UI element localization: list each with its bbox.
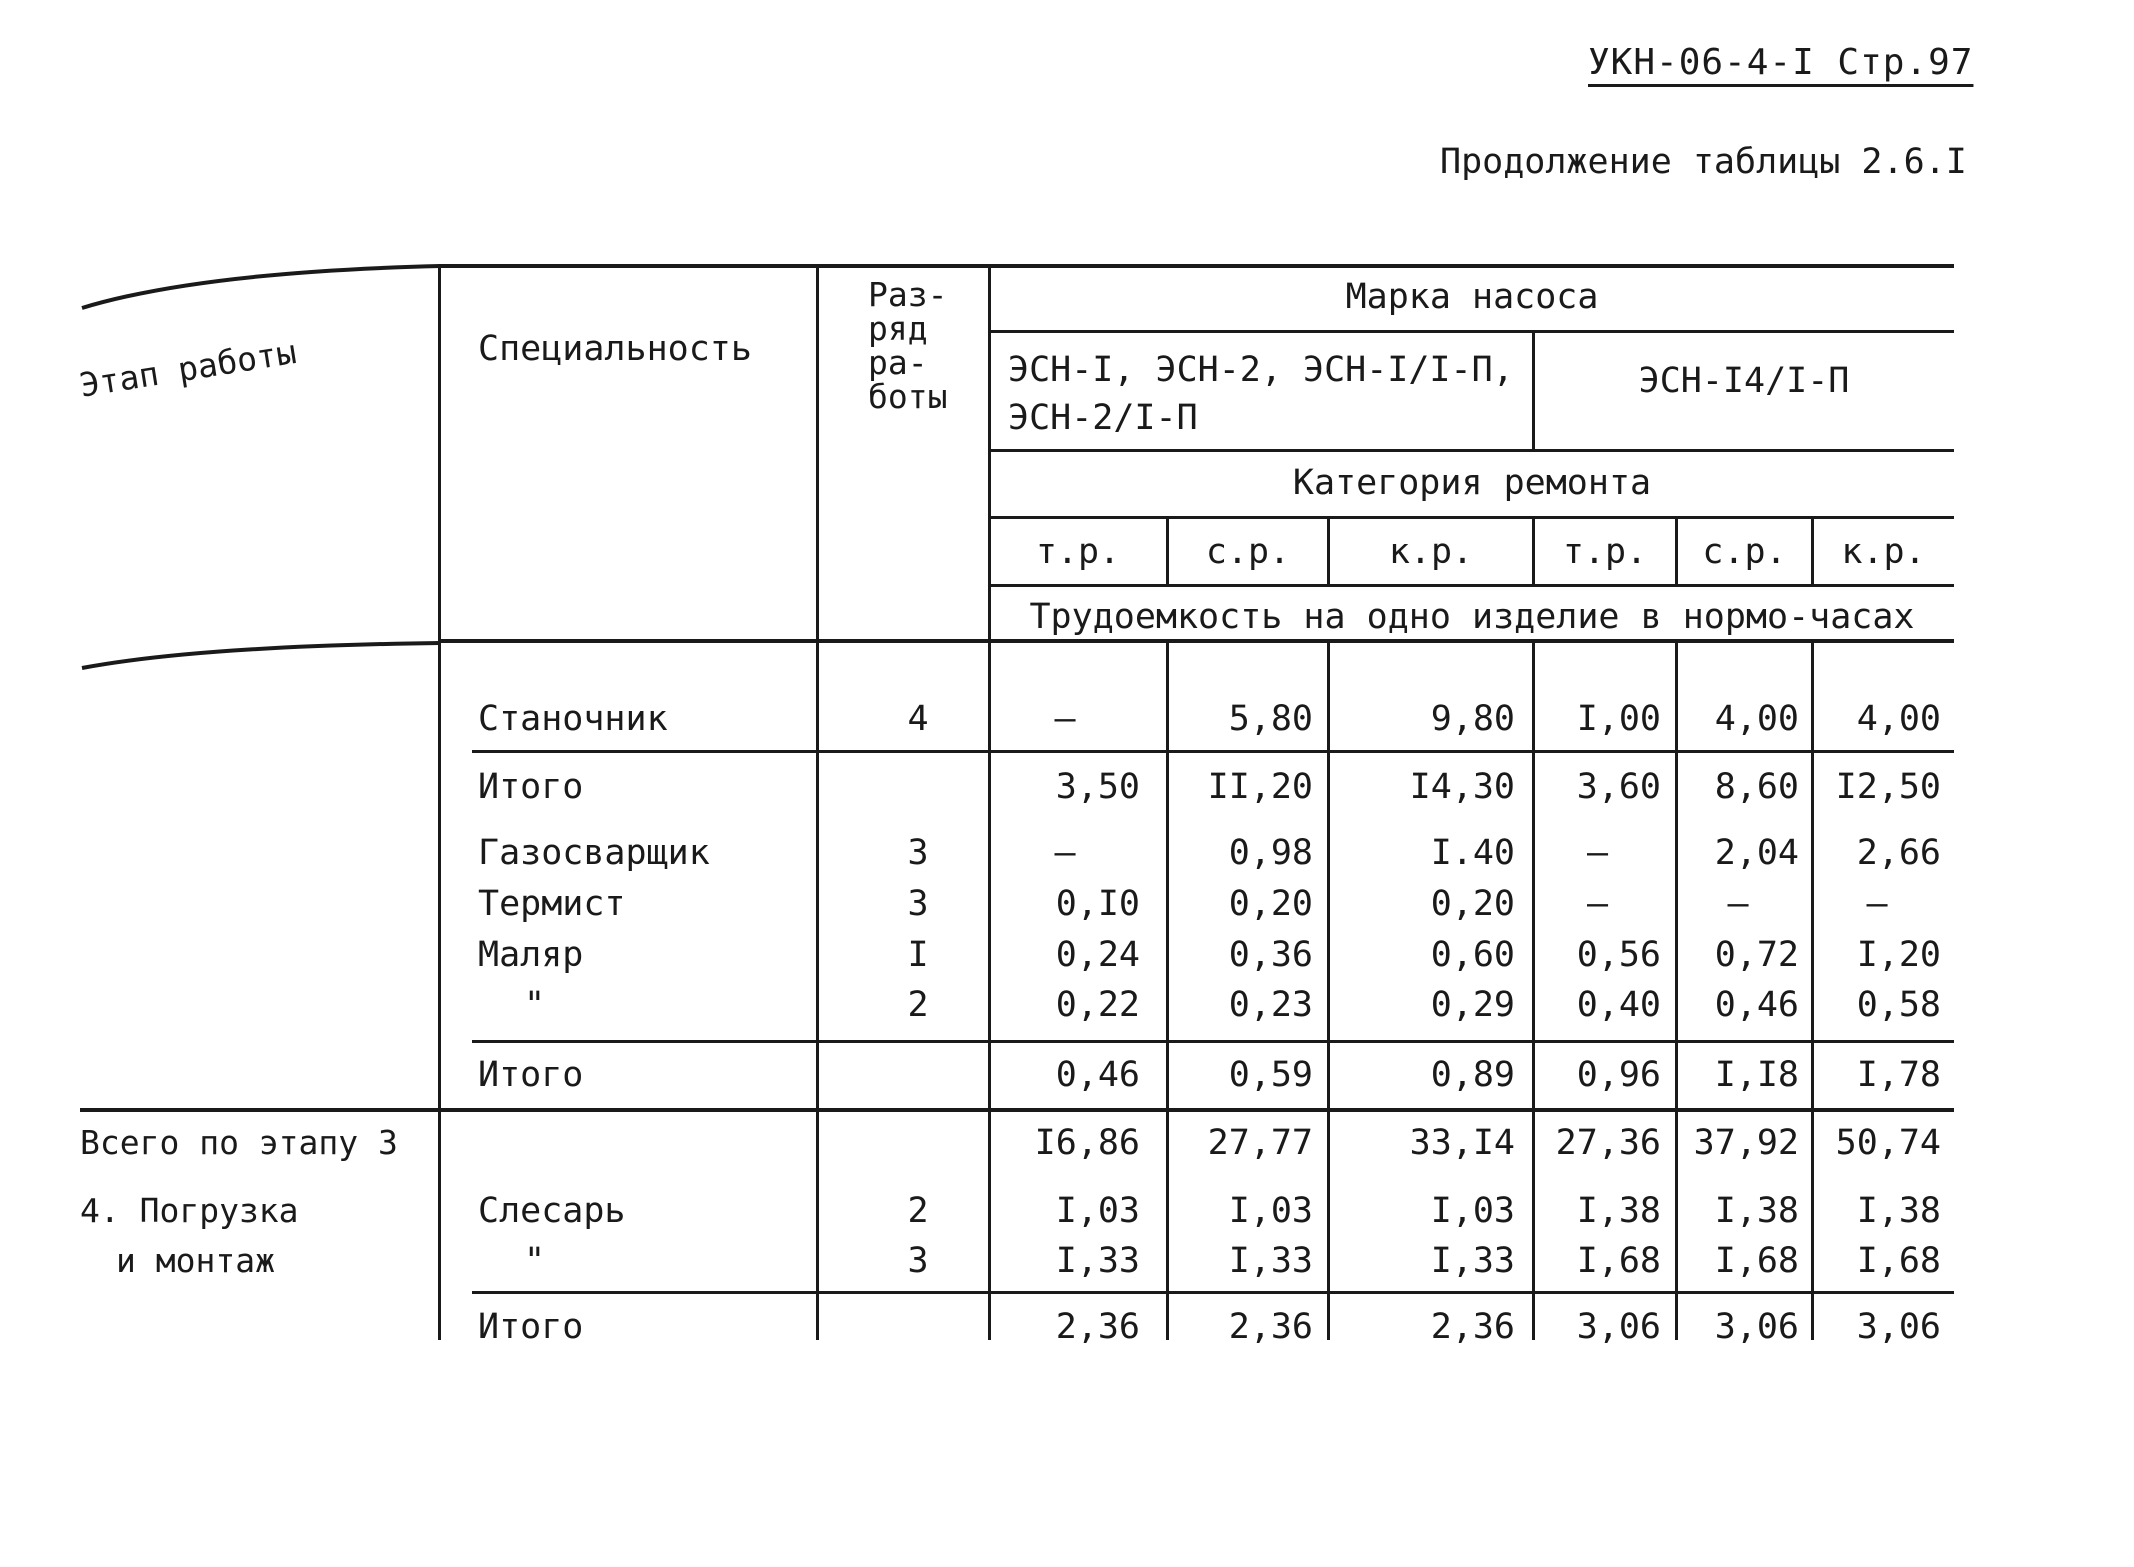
rule-row-10 — [472, 1291, 1954, 1294]
header-category-cell: к.р. — [1841, 532, 1926, 572]
row-value: 2,36 — [1228, 1307, 1313, 1347]
header-specialty: Специальность — [478, 329, 752, 369]
header-grade-line: боты — [868, 377, 948, 416]
header-category-cell: т.р. — [1562, 532, 1648, 572]
row-value: 2,36 — [1430, 1307, 1515, 1347]
row-value: 27,36 — [1555, 1123, 1661, 1163]
row-value: 0,89 — [1430, 1055, 1515, 1095]
rule-brand-groups — [990, 449, 1954, 452]
table-continuation-title: Продолжение таблицы 2.6.I — [1440, 142, 1967, 182]
row-value: 9,80 — [1430, 699, 1515, 739]
header-grade-line: ряд — [868, 309, 928, 348]
row-grade: 2 — [907, 985, 929, 1025]
row-value: 0,98 — [1228, 833, 1313, 873]
rule-brand — [990, 330, 1954, 333]
row-value: II,20 — [1207, 767, 1313, 807]
row-value: – — [1727, 884, 1749, 924]
row-value: 0,72 — [1714, 935, 1799, 975]
row-value: 0,23 — [1228, 985, 1313, 1025]
row-specialty: Итого — [478, 1307, 584, 1347]
row-specialty: Итого — [478, 1055, 584, 1095]
row-value: I,33 — [1228, 1241, 1313, 1281]
brand-group-1-line: ЭСН-I, ЭСН-2, ЭСН-I/I-П, — [1008, 350, 1514, 390]
row-value: 4,00 — [1856, 699, 1941, 739]
rule-row-1 — [472, 750, 1954, 753]
header-grade-line: ра- — [868, 343, 928, 382]
row-value: 3,06 — [1856, 1307, 1941, 1347]
header-brand-group-2: ЭСН-I4/I-П — [1638, 361, 1850, 401]
row-value: 0,I0 — [1055, 884, 1140, 924]
row-value: I,00 — [1576, 699, 1661, 739]
row-value: 3,06 — [1714, 1307, 1799, 1347]
brand-group-1-line: ЭСН-2/I-П — [1008, 398, 1198, 438]
row-specialty: Слесарь — [478, 1191, 626, 1231]
header-grade-line: Раз- — [868, 275, 948, 314]
row-specialty: Термист — [478, 884, 626, 924]
row-value: I,03 — [1055, 1191, 1140, 1231]
row-value: I,20 — [1856, 935, 1941, 975]
row-value: 0,24 — [1055, 935, 1140, 975]
row-value: 33,I4 — [1409, 1123, 1515, 1163]
rule-row-6 — [472, 1040, 1954, 1043]
row-specialty: Газосварщик — [478, 833, 710, 873]
row-grade: 4 — [907, 699, 929, 739]
row-stage: и монтаж — [116, 1241, 275, 1280]
row-value: 0,29 — [1430, 985, 1515, 1025]
header-grade — [868, 275, 948, 416]
row-value: 27,77 — [1207, 1123, 1313, 1163]
row-value: 3,06 — [1576, 1307, 1661, 1347]
row-grade: 3 — [907, 1241, 929, 1281]
row-grade: I — [907, 935, 929, 975]
row-value: – — [1054, 833, 1076, 873]
row-value: – — [1586, 833, 1609, 873]
row-value: I,33 — [1430, 1241, 1515, 1281]
row-value: I4,30 — [1409, 767, 1515, 807]
row-value: 8,60 — [1714, 767, 1799, 807]
row-value: 0,46 — [1055, 1055, 1140, 1095]
row-value: 3,60 — [1576, 767, 1661, 807]
row-value: I2,50 — [1835, 767, 1941, 807]
document-code: УКН-06-4-I Стр.97 — [1588, 42, 1974, 83]
row-value: I,78 — [1856, 1055, 1941, 1095]
row-value: 4,00 — [1714, 699, 1799, 739]
row-stage: 4. Погрузка — [80, 1191, 299, 1230]
header-category-cell: с.р. — [1702, 532, 1787, 572]
row-value: I,I8 — [1714, 1055, 1799, 1095]
row-grade: 3 — [907, 884, 929, 924]
row-stage: Всего по этапу 3 — [80, 1123, 398, 1162]
row-specialty: Станочник — [478, 699, 668, 739]
row-value: 2,04 — [1714, 833, 1799, 873]
rule-subcategories — [990, 584, 1954, 587]
row-specialty: Итого — [478, 767, 584, 807]
row-value: 0,40 — [1576, 985, 1661, 1025]
row-value: I,38 — [1576, 1191, 1661, 1231]
row-value: 0,59 — [1228, 1055, 1313, 1095]
header-category-cell: к.р. — [1388, 532, 1474, 572]
rule-row-7 — [80, 1108, 1954, 1112]
row-value: 0,20 — [1430, 884, 1515, 924]
row-value: 0,58 — [1856, 985, 1941, 1025]
row-grade: 3 — [907, 833, 929, 873]
row-value: I,38 — [1856, 1191, 1941, 1231]
row-specialty: " — [524, 1241, 546, 1281]
row-value: 0,96 — [1576, 1055, 1661, 1095]
row-value: I,33 — [1055, 1241, 1140, 1281]
header-labor: Трудоемкость на одно изделие в нормо-часах — [1029, 597, 1915, 637]
row-value: I,38 — [1714, 1191, 1799, 1231]
header-pump-brand: Марка насоса — [1345, 277, 1599, 317]
row-value: 0,56 — [1576, 935, 1661, 975]
row-value: I,68 — [1856, 1241, 1941, 1281]
row-value: 37,92 — [1693, 1123, 1799, 1163]
row-value: I.40 — [1430, 833, 1515, 873]
rule-category — [990, 516, 1954, 519]
row-value: 0,22 — [1055, 985, 1140, 1025]
row-value: I,03 — [1228, 1191, 1313, 1231]
table-top-rule — [440, 264, 1954, 268]
row-value: – — [1866, 884, 1888, 924]
col-rule-1 — [438, 264, 441, 1340]
col-rule-2 — [816, 264, 819, 1340]
row-value: 0,36 — [1228, 935, 1313, 975]
row-value: I,03 — [1430, 1191, 1515, 1231]
row-value: 2,36 — [1055, 1307, 1140, 1347]
row-value: – — [1586, 884, 1609, 924]
row-value: I,68 — [1714, 1241, 1799, 1281]
row-specialty: Маляр — [478, 935, 584, 975]
header-brand-group-1 — [1008, 346, 1514, 442]
header-category-cell: с.р. — [1205, 532, 1291, 572]
row-value: 0,20 — [1228, 884, 1313, 924]
row-specialty: " — [524, 985, 546, 1025]
row-value: 3,50 — [1055, 767, 1140, 807]
row-value: 50,74 — [1835, 1123, 1941, 1163]
header-repair-category: Категория ремонта — [1292, 463, 1652, 503]
row-value: 0,60 — [1430, 935, 1515, 975]
header-stage: Этап работы — [76, 332, 299, 405]
row-value: I,68 — [1576, 1241, 1661, 1281]
rule-header-bottom — [440, 639, 1954, 643]
row-grade: 2 — [907, 1191, 929, 1231]
row-value: 0,46 — [1714, 985, 1799, 1025]
row-value: 2,66 — [1856, 833, 1941, 873]
row-value: I6,86 — [1034, 1123, 1140, 1163]
row-value: – — [1054, 699, 1076, 739]
header-category-cell: т.р. — [1035, 532, 1121, 572]
row-value: 5,80 — [1228, 699, 1313, 739]
